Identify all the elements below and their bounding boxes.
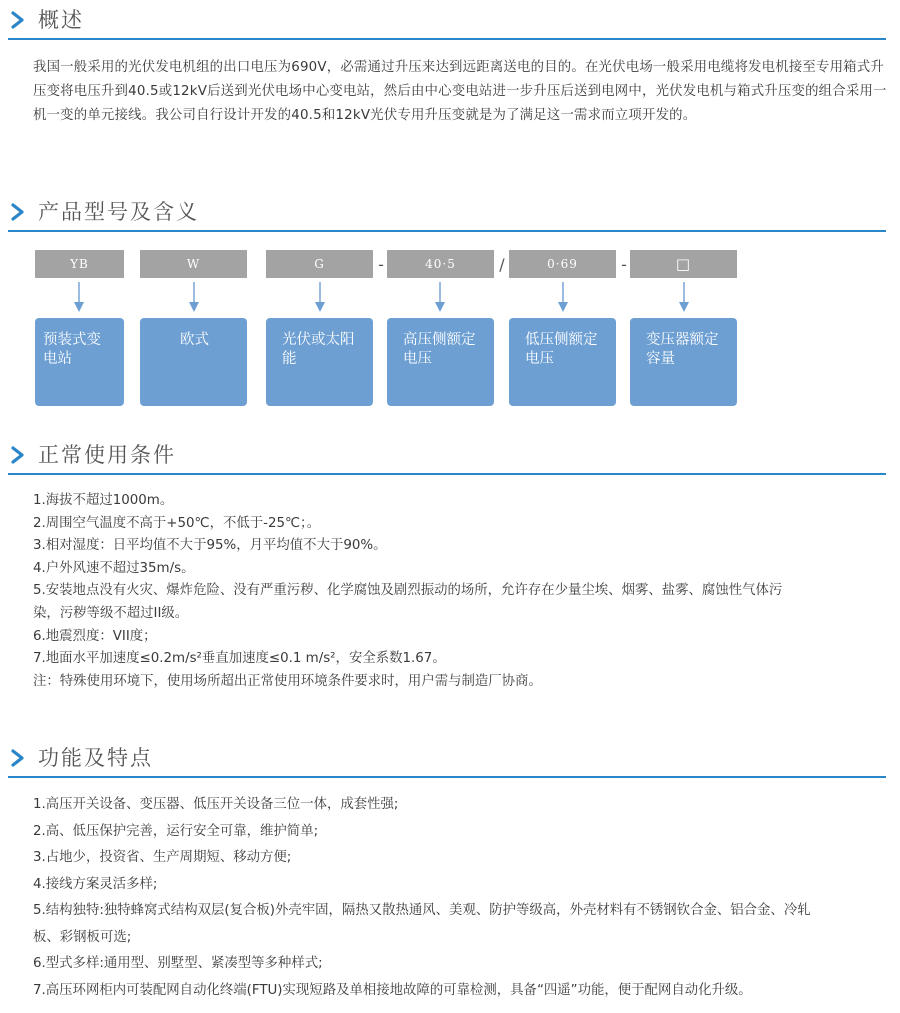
model-code-box: 40·5: [387, 250, 494, 278]
model-meaning-box: 欧式: [140, 318, 247, 406]
chevron-right-icon: [8, 443, 28, 467]
section-header-features: [8, 738, 886, 778]
model-code-box: W: [140, 250, 247, 278]
model-code-box: 0·69: [509, 250, 616, 278]
model-meaning-box: 高压侧额定电压: [387, 318, 494, 406]
list-item: 7.地面水平加速度≤0.2m/s²垂直加速度≤0.1 m/s²，安全系数1.67。: [33, 651, 446, 667]
list-item: 5.安装地点没有火灾、爆炸危险、没有严重污秽、化学腐蚀及剧烈振动的场所，允许存在少量尘埃、烟雾、盐雾、腐蚀性气体污: [33, 583, 783, 599]
list-item: 3.相对湿度：日平均值不大于95%，月平均值不大于90%。: [33, 538, 387, 554]
model-separator: -: [378, 254, 384, 274]
note-text: 注：特殊使用环境下，使用场所超出正常使用环境条件要求时，用户需与制造厂协商。: [33, 673, 542, 689]
model-code-box: □: [630, 250, 737, 278]
down-arrow-icon: [188, 282, 200, 312]
list-item-continuation: 板、彩钢板可选;: [33, 929, 132, 945]
list-item: 2.周围空气温度不高于+50℃，不低于-25℃；。: [33, 515, 321, 531]
section-header-model: [8, 192, 886, 232]
model-meaning-box: 预装式变电站: [35, 318, 124, 406]
section-title: 产品型号及含义: [38, 200, 199, 224]
section-header-overview: [8, 0, 886, 40]
model-code-box: G: [266, 250, 373, 278]
section-header-conditions: [8, 435, 886, 475]
list-item: 4.接线方案灵活多样;: [33, 876, 158, 892]
list-item: 5.结构独特:独特蜂窝式结构双层(复合板)外壳牢固，隔热又散热通风、美观、防护等级高，外壳材料有不锈钢钦合金、铝合金、冷轧: [33, 903, 811, 918]
chevron-right-icon: [8, 200, 28, 224]
model-code-box: YB: [35, 250, 124, 278]
down-arrow-icon: [678, 282, 690, 312]
overview-paragraph: 我国一般采用的光伏发电机组的出口电压为690V，必需通过升压来达到远距离送电的目的。在光伏电场一般采用电缆将发电机接至专用箱式升压变将电压升到40.5或12kV后送到光伏电场中心变电站，然后由中心变电站进一步升压后送到电网中，光伏发电机与箱式升压变的组合采用一机一变的单元接线。我公司自行设计开发的40.5和12kV光伏专用升压变就是为了满足这一需求而立项开发的。: [33, 60, 887, 123]
list-item: 1.高压开关设备、变压器、低压开关设备三位一体，成套性强;: [33, 797, 399, 812]
section-title: 正常使用条件: [38, 443, 176, 467]
list-item-continuation: 染，污秽等级不超过II级。: [33, 605, 189, 621]
down-arrow-icon: [434, 282, 446, 312]
down-arrow-icon: [73, 282, 85, 312]
down-arrow-icon: [314, 282, 326, 312]
features-list: [33, 792, 893, 1004]
list-item: 6.型式多样:通用型、别墅型、紧凑型等多种样式;: [33, 956, 323, 971]
model-meaning-box: 低压侧额定电压: [509, 318, 616, 406]
list-item: 2.高、低压保护完善，运行安全可靠，维护简单;: [33, 823, 319, 839]
list-item: 7.高压环网柜内可装配网自动化终端(FTU)实现短路及单相接地故障的可靠检测，具备“四遥”功能，便于配网自动化升级。: [33, 982, 752, 998]
model-separator: /: [499, 254, 505, 274]
model-meaning-box: 变压器额定容量: [630, 318, 737, 406]
chevron-right-icon: [8, 746, 28, 770]
section-title: 功能及特点: [38, 746, 153, 770]
section-title: 概述: [38, 8, 84, 32]
list-item: 6.地震烈度：VII度；: [33, 628, 157, 644]
conditions-list: [33, 490, 893, 693]
list-item: 1.海拔不超过1000m。: [33, 493, 174, 508]
chevron-right-icon: [8, 8, 28, 32]
down-arrow-icon: [557, 282, 569, 312]
list-item: 3.占地少，投资省、生产周期短、移动方便;: [33, 850, 292, 865]
model-separator: -: [621, 254, 627, 274]
model-meaning-box: 光伏或太阳能: [266, 318, 373, 406]
list-item: 4.户外风速不超过35m/s。: [33, 560, 195, 576]
